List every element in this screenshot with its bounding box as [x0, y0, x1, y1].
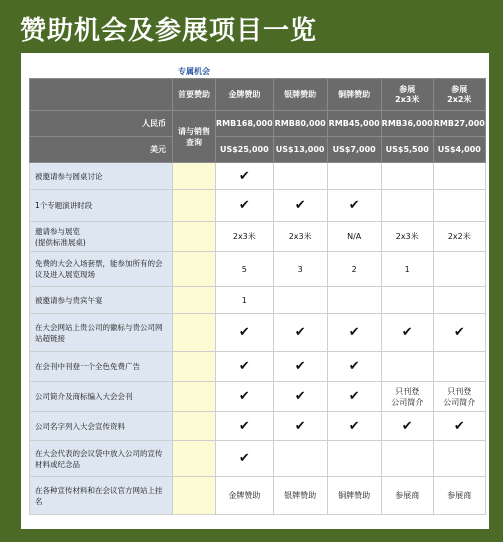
table-cell: 参展商: [433, 477, 485, 515]
table-cell: 参展商: [381, 477, 433, 515]
sponsorship-table: [29, 78, 486, 515]
table-cell: [433, 163, 485, 190]
price-rmb-bronze: RMB45,000: [327, 111, 381, 137]
table-cell: 3: [273, 252, 327, 287]
rmb-label: 人民币: [30, 111, 173, 137]
price-usd-exhibit-2x3: US$5,500: [381, 137, 433, 163]
table-cell: [381, 441, 433, 477]
check-icon: ✔: [433, 314, 485, 352]
exclusive-cell: [173, 382, 216, 412]
table-cell: 2: [327, 252, 381, 287]
check-icon: ✔: [433, 412, 485, 441]
check-icon: ✔: [327, 190, 381, 222]
exclusive-cell: [173, 412, 216, 441]
check-icon: ✔: [273, 314, 327, 352]
price-usd-exhibit-2x2: US$4,000: [433, 137, 485, 163]
header-bronze-sponsor: 铜牌赞助: [327, 79, 381, 111]
check-icon: ✔: [216, 314, 274, 352]
benefit-label: 在大会网站上贵公司的徽标与贵公司网站超链接: [30, 314, 173, 352]
table-row: [30, 222, 486, 252]
exclusive-cell: [173, 287, 216, 314]
header-exhibit-2x2: 参展 2x2米: [433, 79, 485, 111]
price-rmb-exhibit-2x2: RMB27,000: [433, 111, 485, 137]
check-icon: ✔: [327, 314, 381, 352]
table-row: [30, 314, 486, 352]
table-cell: 5: [216, 252, 274, 287]
check-icon: ✔: [216, 190, 274, 222]
price-usd-silver: US$13,000: [273, 137, 327, 163]
table-cell: 1: [216, 287, 274, 314]
header-row-tiers: [30, 79, 486, 111]
header-row-usd: [30, 137, 486, 163]
check-icon: ✔: [216, 352, 274, 382]
benefit-label: 免费的大会入场套票，能参加所有的会议及进入展览现场: [30, 252, 173, 287]
price-rmb-exhibit-2x3: RMB36,000: [381, 111, 433, 137]
exhibition-sales-note: 请与销售 查询: [173, 111, 216, 163]
table-cell: [433, 252, 485, 287]
check-icon: ✔: [216, 412, 274, 441]
check-icon: ✔: [327, 412, 381, 441]
check-icon: ✔: [273, 190, 327, 222]
table-cell: [381, 352, 433, 382]
exclusive-cell: [173, 477, 216, 515]
price-rmb-silver: RMB80,000: [273, 111, 327, 137]
benefit-label: 在各种宣传材料和在会议官方网站上挂名: [30, 477, 173, 515]
usd-label: 美元: [30, 137, 173, 163]
check-icon: ✔: [216, 163, 274, 190]
benefit-label: 在会刊中刊登一个全色免费广告: [30, 352, 173, 382]
table-cell: 银牌赞助: [273, 477, 327, 515]
table-cell: N/A: [327, 222, 381, 252]
exclusive-cell: [173, 314, 216, 352]
check-icon: ✔: [273, 382, 327, 412]
table-row: [30, 287, 486, 314]
table-cell: [327, 441, 381, 477]
price-usd-bronze: US$7,000: [327, 137, 381, 163]
table-cell: 1: [381, 252, 433, 287]
table-cell: 金牌赞助: [216, 477, 274, 515]
header-top-sponsor: 首要赞助: [173, 79, 216, 111]
check-icon: ✔: [273, 412, 327, 441]
table-cell: [433, 287, 485, 314]
table-cell: [273, 441, 327, 477]
table-cell: [381, 190, 433, 222]
check-icon: ✔: [381, 412, 433, 441]
check-icon: ✔: [327, 382, 381, 412]
benefit-label: 邀请参与展览 (提供标准展桌): [30, 222, 173, 252]
table-cell: [327, 287, 381, 314]
benefit-label: 被邀请参与贵宾午宴: [30, 287, 173, 314]
table-cell: 2x3米: [273, 222, 327, 252]
table-row: [30, 352, 486, 382]
benefit-label: 1个专题演讲时段: [30, 190, 173, 222]
table-cell: 只刊登 公司简介: [381, 382, 433, 412]
exclusive-cell: [173, 222, 216, 252]
table-cell: [273, 287, 327, 314]
table-cell: [433, 352, 485, 382]
check-icon: ✔: [327, 352, 381, 382]
benefit-label: 公司简介及商标编入大会会刊: [30, 382, 173, 412]
check-icon: ✔: [273, 352, 327, 382]
exclusive-cell: [173, 441, 216, 477]
table-cell: 只刊登 公司简介: [433, 382, 485, 412]
table-row: [30, 190, 486, 222]
table-row: [30, 477, 486, 515]
table-cell: [327, 163, 381, 190]
header-exhibit-2x3: 参展 2x3米: [381, 79, 433, 111]
price-rmb-gold: RMB168,000: [216, 111, 274, 137]
table-row: [30, 163, 486, 190]
benefit-label: 在大会代表的会议袋中放入公司的宣传材料或纪念品: [30, 441, 173, 477]
table-cell: 2x3米: [216, 222, 274, 252]
check-icon: ✔: [216, 382, 274, 412]
price-usd-gold: US$25,000: [216, 137, 274, 163]
table-row: [30, 252, 486, 287]
table-cell: [273, 163, 327, 190]
header-gold-sponsor: 金牌赞助: [216, 79, 274, 111]
benefit-label: 被邀请参与圆桌讨论: [30, 163, 173, 190]
table-row: [30, 382, 486, 412]
table-cell: [381, 287, 433, 314]
table-row: [30, 412, 486, 441]
benefit-label: 公司名字列入大会宣传资料: [30, 412, 173, 441]
table-row: [30, 441, 486, 477]
table-cell: 2x3米: [381, 222, 433, 252]
check-icon: ✔: [381, 314, 433, 352]
table-cell: [381, 163, 433, 190]
header-silver-sponsor: 银牌赞助: [273, 79, 327, 111]
header-row-rmb: [30, 111, 486, 137]
header-corner: [30, 79, 173, 111]
check-icon: ✔: [216, 441, 274, 477]
exclusive-cell: [173, 190, 216, 222]
table-cell: 铜牌赞助: [327, 477, 381, 515]
page-title: 赞助机会及参展项目一览: [20, 16, 318, 46]
exclusive-column-caption: 专属机会: [178, 67, 210, 76]
exclusive-cell: [173, 352, 216, 382]
table-cell: [433, 190, 485, 222]
table-cell: [433, 441, 485, 477]
exclusive-cell: [173, 252, 216, 287]
exclusive-cell: [173, 163, 216, 190]
table-cell: 2x2米: [433, 222, 485, 252]
